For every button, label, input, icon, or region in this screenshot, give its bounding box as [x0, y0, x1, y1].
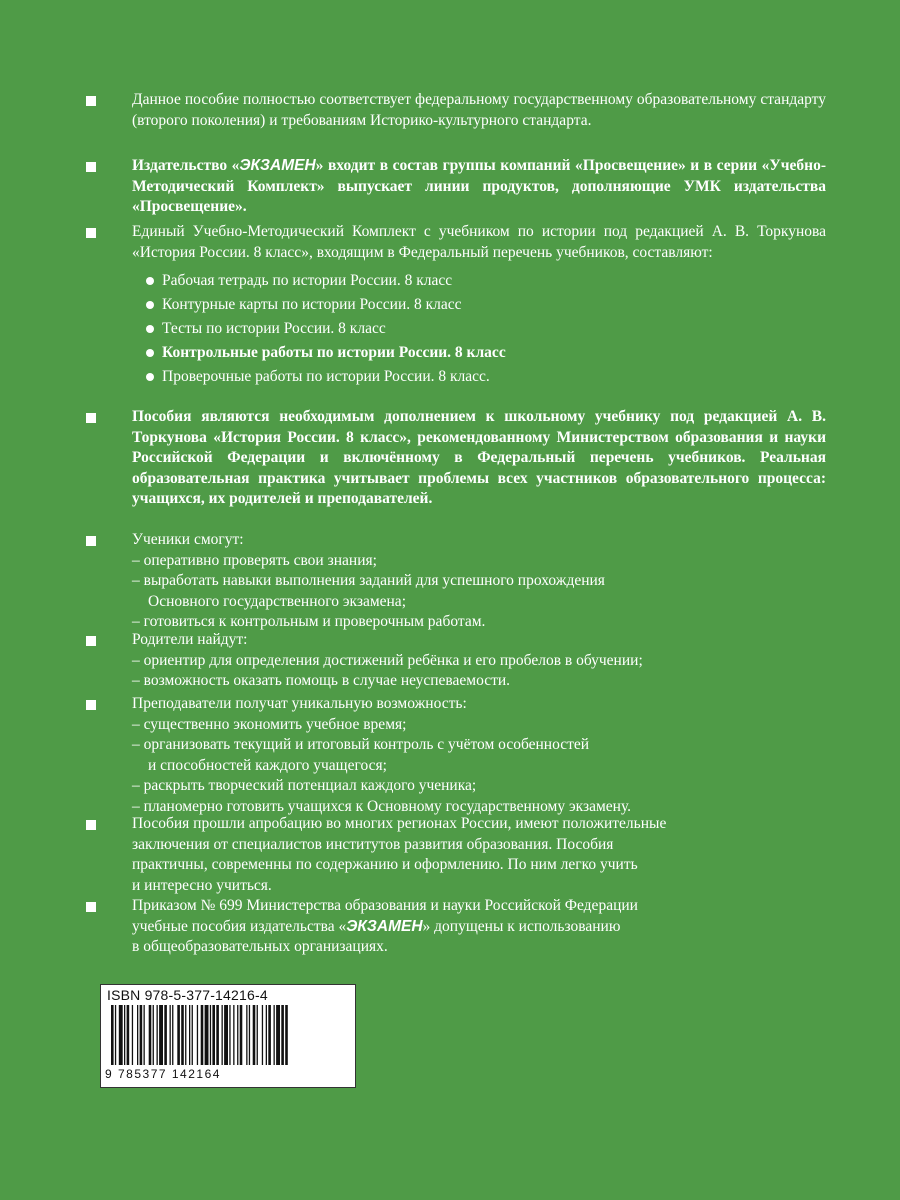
barcode-bar	[153, 1005, 154, 1065]
barcode-bar	[229, 1005, 230, 1065]
barcode-bar	[185, 1005, 186, 1065]
barcode-bar	[157, 1005, 158, 1065]
barcode-bar	[111, 1005, 114, 1065]
barcode-bar	[201, 1005, 204, 1065]
list-item: – возможность оказать помощь в случае неуспеваемости.	[132, 672, 511, 689]
barcode-bar	[127, 1005, 130, 1065]
barcode-bar	[276, 1005, 280, 1065]
barcode-bar	[224, 1005, 228, 1065]
square-bullet-icon	[86, 902, 96, 912]
barcode-bar	[237, 1005, 238, 1065]
paragraph-publisher	[86, 156, 826, 218]
teachers-intro: Преподаватели получат уникальную возможность:	[132, 695, 467, 712]
list-item: Проверочные работы по истории России. 8 класс.	[146, 365, 826, 389]
square-bullet-icon	[86, 162, 96, 172]
list-item: Контурные карты по истории России. 8 класс	[146, 293, 826, 317]
barcode-bar	[119, 1005, 123, 1065]
brand-name: ЭКЗАМЕН	[239, 157, 316, 174]
list-item: Рабочая тетрадь по истории России. 8 класс	[146, 269, 826, 293]
p2-post: » входит в состав группы компаний «Просвещение» и в серии «Учебно-Методический Комплект» выпускает линии продуктов, дополняющие УМК издательства «Просвещение».	[132, 157, 826, 215]
barcode-bar	[233, 1005, 234, 1065]
barcode-bar	[192, 1005, 193, 1065]
list-item: – планомерно готовить учащихся к Основному государственному экзамену.	[132, 797, 632, 815]
round-bullet-icon	[146, 373, 154, 381]
list-item: Тесты по истории России. 8 класс	[146, 317, 826, 341]
barcode-bar	[274, 1005, 275, 1065]
list-item: – готовиться к контрольным и проверочным работам.	[132, 613, 486, 630]
list-item: Контрольные работы по истории России. 8 класс	[146, 341, 826, 365]
isbn-digits: 9 785377 142164	[105, 1067, 221, 1081]
paragraph-teachers	[86, 694, 826, 817]
paragraph-parents	[86, 630, 826, 692]
square-bullet-icon	[86, 228, 96, 238]
barcode-bar	[281, 1005, 284, 1065]
isbn-barcode-label	[100, 984, 356, 1088]
barcode-bar	[249, 1005, 250, 1065]
students-intro: Ученики смогут:	[132, 531, 244, 548]
barcode-bar	[189, 1005, 190, 1065]
paragraph-order: Приказом № 699 Министерства образования и науки Российской Федерации учебные пособия издательства «ЭКЗАМЕН» допущены к использованию в общеобразовательных организациях.	[86, 896, 826, 958]
barcode-bar	[149, 1005, 152, 1065]
barcode-bar	[159, 1005, 163, 1065]
barcode-bar	[132, 1005, 133, 1065]
list-item: – ориентир для определения достижений ребёнка и его пробелов в обучении;	[132, 651, 643, 669]
barcode-bar	[216, 1005, 219, 1065]
barcode-bar	[268, 1005, 271, 1065]
round-bullet-icon	[146, 277, 154, 285]
brand-name: ЭКЗАМЕН	[346, 917, 423, 935]
square-bullet-icon	[86, 536, 96, 546]
barcode-bar	[144, 1005, 145, 1065]
parents-intro: Родители найдут:	[132, 631, 248, 648]
square-bullet-icon	[86, 96, 96, 106]
barcode-bar	[210, 1005, 211, 1065]
barcode-bar	[170, 1005, 171, 1065]
list-item: – существенно экономить учебное время;	[132, 715, 407, 733]
isbn-number: ISBN 978-5-377-14216-4	[107, 987, 268, 1003]
paragraph-standard: Данное пособие полностью соответствует федеральному государственному образовательному стандарту (второго поколения) и требованиям Историко-культурного стандарта.	[86, 90, 826, 131]
paragraph-supplement: Пособия являются необходимым дополнением к школьному учебнику под редакцией А. В. Торкунова «История России. 8 класс», рекомендованному Министерством образования и науки Российской Федерации и включённому в Федеральный перечень учебников. Реальная образовательная практика учитывает проблемы всех участников образовательного процесса: учащихся, их родителей и преподавателей.	[86, 407, 826, 510]
list-item: – организовать текущий и итоговый контроль с учётом особенностей	[132, 736, 590, 753]
barcode-icon	[109, 1005, 347, 1067]
barcode-bar	[266, 1005, 267, 1065]
barcode-bar	[197, 1005, 198, 1065]
list-item-continuation: и способностей каждого учащегося;	[148, 756, 387, 774]
barcode-bar	[257, 1005, 258, 1065]
barcode-bar	[181, 1005, 184, 1065]
barcode-bar	[262, 1005, 263, 1065]
p2-pre: Издательство «	[132, 157, 240, 174]
barcode-bar	[124, 1005, 125, 1065]
list-item: – раскрыть творческий потенциал каждого ученика;	[132, 777, 477, 794]
umk-intro: Единый Учебно-Методический Комплект с учебником по истории под редакцией А. В. Торкунова «История России. 8 класс», входящим в Федеральный перечень учебников, составляют:	[132, 223, 826, 261]
barcode-bar	[115, 1005, 116, 1065]
barcode-bar	[285, 1005, 288, 1065]
barcode-bar	[172, 1005, 173, 1065]
list-item: – оперативно проверять свои знания;	[132, 551, 377, 569]
barcode-bar	[205, 1005, 209, 1065]
square-bullet-icon	[86, 820, 96, 830]
round-bullet-icon	[146, 349, 154, 357]
barcode-bar	[253, 1005, 256, 1065]
barcode-bar	[212, 1005, 215, 1065]
barcode-bar	[246, 1005, 247, 1065]
round-bullet-icon	[146, 325, 154, 333]
paragraph-umk	[86, 222, 826, 389]
list-item: – выработать навыки выполнения заданий для успешного прохождения	[132, 572, 605, 589]
square-bullet-icon	[86, 413, 96, 423]
barcode-bar	[140, 1005, 143, 1065]
barcode-bar	[222, 1005, 223, 1065]
round-bullet-icon	[146, 301, 154, 309]
paragraph-students	[86, 530, 826, 633]
barcode-bar	[164, 1005, 167, 1065]
barcode-bar	[137, 1005, 138, 1065]
square-bullet-icon	[86, 700, 96, 710]
paragraph-approbation: Пособия прошли апробацию во многих регионах России, имеют положительные заключения от специалистов институтов развития образования. Пособия практичны, современны по содержанию и оформлению. По ним легко учить и интересно учиться.	[86, 814, 826, 896]
umk-list	[146, 269, 826, 389]
list-item-continuation: Основного государственного экзамена;	[148, 592, 406, 610]
barcode-bar	[240, 1005, 243, 1065]
square-bullet-icon	[86, 636, 96, 646]
barcode-bar	[177, 1005, 180, 1065]
